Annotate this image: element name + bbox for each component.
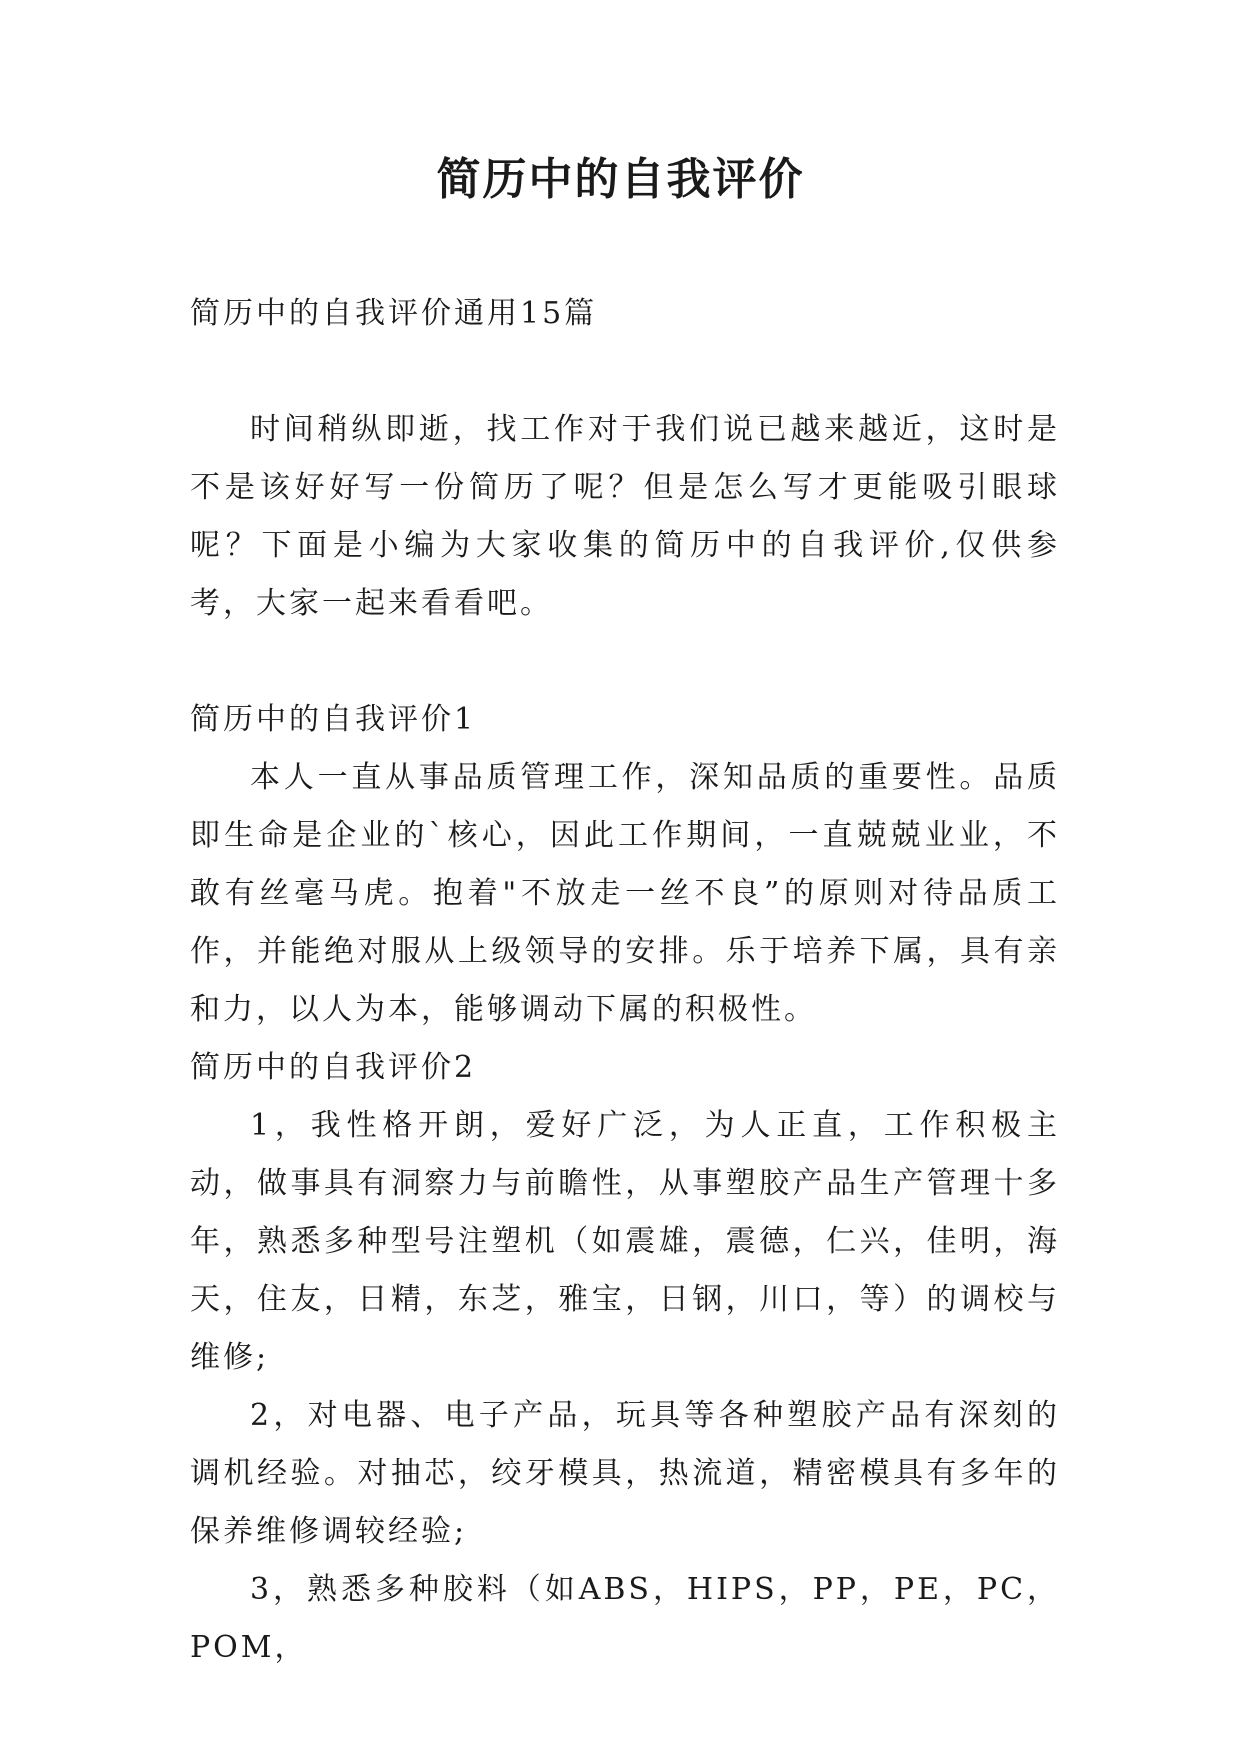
section-2 xyxy=(190,1039,1060,1677)
document-body xyxy=(190,285,1060,1677)
section-1 xyxy=(190,691,1060,1039)
section-heading: 简历中的自我评价2 xyxy=(190,1050,477,1085)
intro-paragraph: 时间稍纵即逝，找工作对于我们说已越来越近，这时是不是该好好写一份简历了呢？但是怎么写才更能吸引眼球呢？下面是小编为大家收集的简历中的自我评价,仅供参考，大家一起来看看吧。 xyxy=(190,412,1060,621)
section-paragraph: 1，我性格开朗，爱好广泛，为人正直，工作积极主动，做事具有洞察力与前瞻性，从事塑胶产品生产管理十多年，熟悉多种型号注塑机（如震雄，震德，仁兴，佳明，海天，住友，日精，东芝，雅宝，日钢，川口，等）的调校与维修; xyxy=(190,1108,1060,1375)
document-title: 简历中的自我评价 xyxy=(436,154,805,205)
section-paragraph: 2，对电器、电子产品，玩具等各种塑胶产品有深刻的调机经验。对抽芯，绞牙模具，热流道，精密模具有多年的保养维修调较经验; xyxy=(190,1398,1060,1549)
document-subtitle: 简历中的自我评价通用15篇 xyxy=(190,296,598,331)
section-paragraph: 本人一直从事品质管理工作，深知品质的重要性。品质即生命是企业的`核心，因此工作期间，一直兢兢业业，不敢有丝毫马虎。抱着"不放走一丝不良”的原则对待品质工作，并能绝对服从上级领导的安排。乐于培养下属，具有亲和力，以人为本，能够调动下属的积极性。 xyxy=(190,760,1060,1027)
section-heading: 简历中的自我评价1 xyxy=(190,702,477,737)
section-paragraph: 3，熟悉多种胶料（如ABS，HIPS，PP，PE，PC，POM， xyxy=(190,1572,1060,1665)
